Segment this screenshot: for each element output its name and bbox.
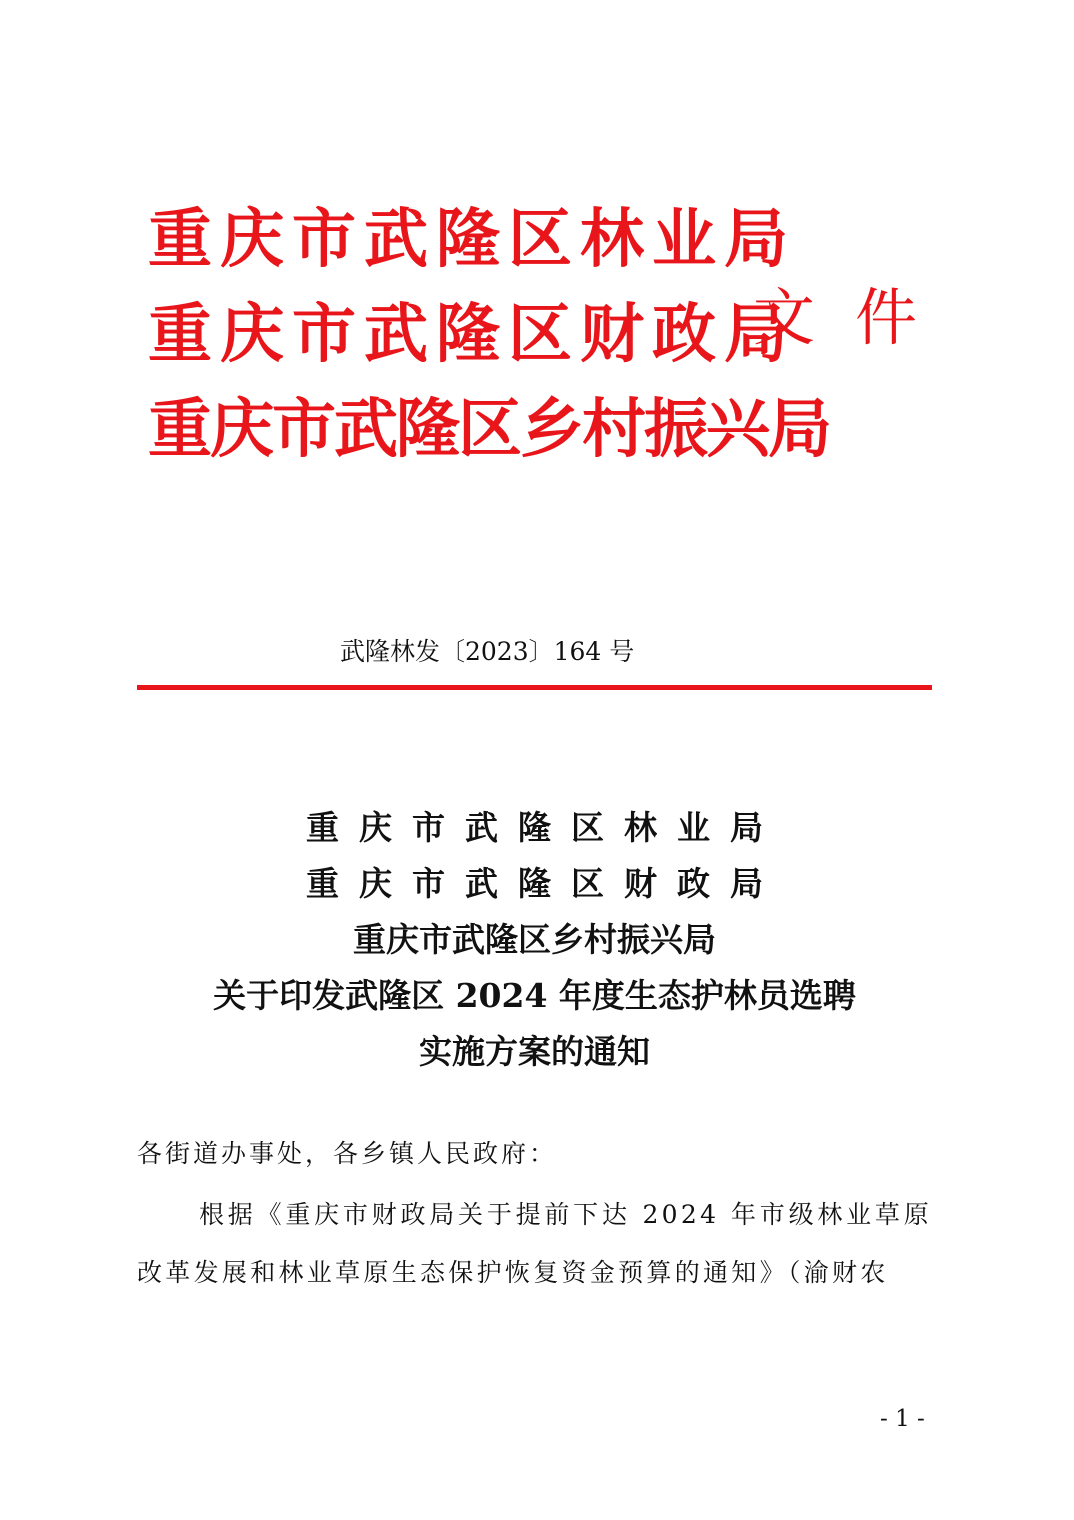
masthead-agency-forestry: 重庆市武隆区林业局 bbox=[148, 203, 796, 277]
title-line-3: 重庆市武隆区乡村振兴局 bbox=[353, 920, 716, 959]
page-number: - 1 - bbox=[880, 1406, 925, 1432]
title-line-1: 重庆市武隆区林业局 bbox=[306, 808, 783, 847]
red-divider-line bbox=[137, 685, 932, 690]
body-paragraph: 根据《重庆市财政局关于提前下达 2024 年市级林业草原改革发展和林业草原生态保护恢复资金预算的通知》（渝财农 bbox=[137, 1200, 932, 1287]
salutation: 各街道办事处，各乡镇人民政府： bbox=[137, 1139, 558, 1168]
title-line-4: 关于印发武隆区 2024 年度生态护林员选聘 bbox=[213, 976, 856, 1015]
masthead-agency-rural-revitalization: 重庆市武隆区乡村振兴局 bbox=[148, 393, 830, 467]
red-header-masthead bbox=[148, 190, 968, 480]
title-line-5: 实施方案的通知 bbox=[419, 1032, 650, 1071]
masthead-agency-finance: 重庆市武隆区财政局 bbox=[148, 298, 796, 372]
title-line-2: 重庆市武隆区财政局 bbox=[306, 864, 783, 903]
document-title bbox=[137, 800, 932, 1080]
document-number: 武隆林发〔2023〕164 号 bbox=[340, 637, 635, 666]
masthead-suffix: 文件 bbox=[753, 281, 958, 354]
